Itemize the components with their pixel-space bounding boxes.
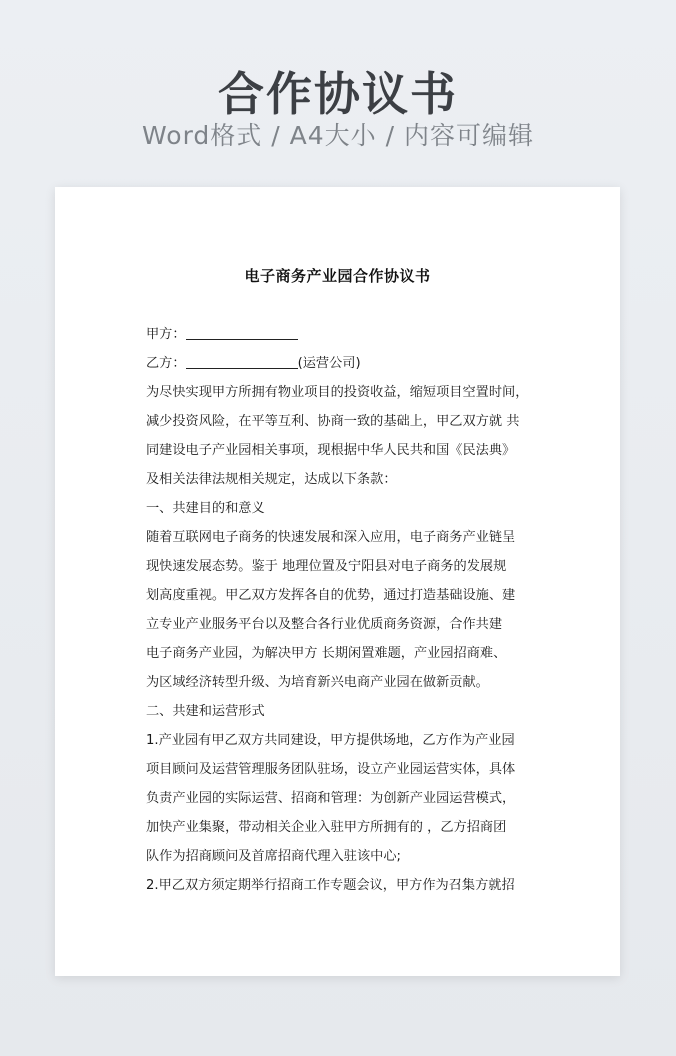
party-b-note: (运营公司) xyxy=(297,356,361,371)
party-a-blank xyxy=(186,325,298,340)
body-line: 电子商务产业园，为解决甲方 长期闲置难题，产业园招商难、 xyxy=(146,646,507,661)
party-b-line xyxy=(146,349,538,378)
body-line: 立专业产业服务平台以及整合各行业优质商务资源，合作共建 xyxy=(146,617,503,632)
party-a-line xyxy=(146,320,538,349)
body-line: 及相关法律法规相关规定，达成以下条款： xyxy=(146,472,397,487)
body-line: 队作为招商顾问及首席招商代理入驻该中心; xyxy=(146,849,402,864)
document-title: 电子商务产业园合作协议书 xyxy=(244,267,431,285)
section-heading: 二、共建和运营形式 xyxy=(146,704,265,719)
banner-subtitle: Word格式 / A4大小 / 内容可编辑 xyxy=(142,121,534,150)
body-line: 加快产业集聚，带动相关企业入驻甲方所拥有的 ，乙方招商团 xyxy=(146,820,507,835)
body-line: 负责产业园的实际运营、招商和管理：为创新产业园运营模式， xyxy=(146,791,516,806)
section-heading: 一、共建目的和意义 xyxy=(146,501,265,516)
party-b-label: 乙方： xyxy=(146,356,186,371)
document-page xyxy=(55,187,620,976)
body-line: 项目顾问及运营管理服务团队驻场，设立产业园运营实体，具体 xyxy=(146,762,516,777)
body-line: 为尽快实现甲方所拥有物业项目的投资收益，缩短项目空置时间， xyxy=(146,385,529,400)
body-line: 划高度重视。甲乙双方发挥各自的优势，通过打造基础设施、建 xyxy=(146,588,516,603)
body-line: 减少投资风险，在平等互利、协商一致的基础上，甲乙双方就 共 xyxy=(146,414,520,429)
body-line: 1.产业园有甲乙双方共同建设，甲方提供场地，乙方作为产业园 xyxy=(146,733,515,748)
body-line: 同建设电子产业园相关事项，现根据中华人民共和国《民法典》 xyxy=(146,443,516,458)
document-body xyxy=(146,320,538,900)
party-a-label: 甲方： xyxy=(146,327,186,342)
party-b-blank xyxy=(186,354,298,369)
body-line: 现快速发展态势。鉴于 地理位置及宁阳县对电子商务的发展规 xyxy=(146,559,507,574)
body-line: 2.甲乙双方须定期举行招商工作专题会议，甲方作为召集方就招 xyxy=(146,878,515,893)
body-line: 为区域经济转型升级、为培育新兴电商产业园在做新贡献。 xyxy=(146,675,489,690)
body-line: 随着互联网电子商务的快速发展和深入应用，电子商务产业链呈 xyxy=(146,530,516,545)
banner-title: 合作协议书 xyxy=(218,67,458,121)
